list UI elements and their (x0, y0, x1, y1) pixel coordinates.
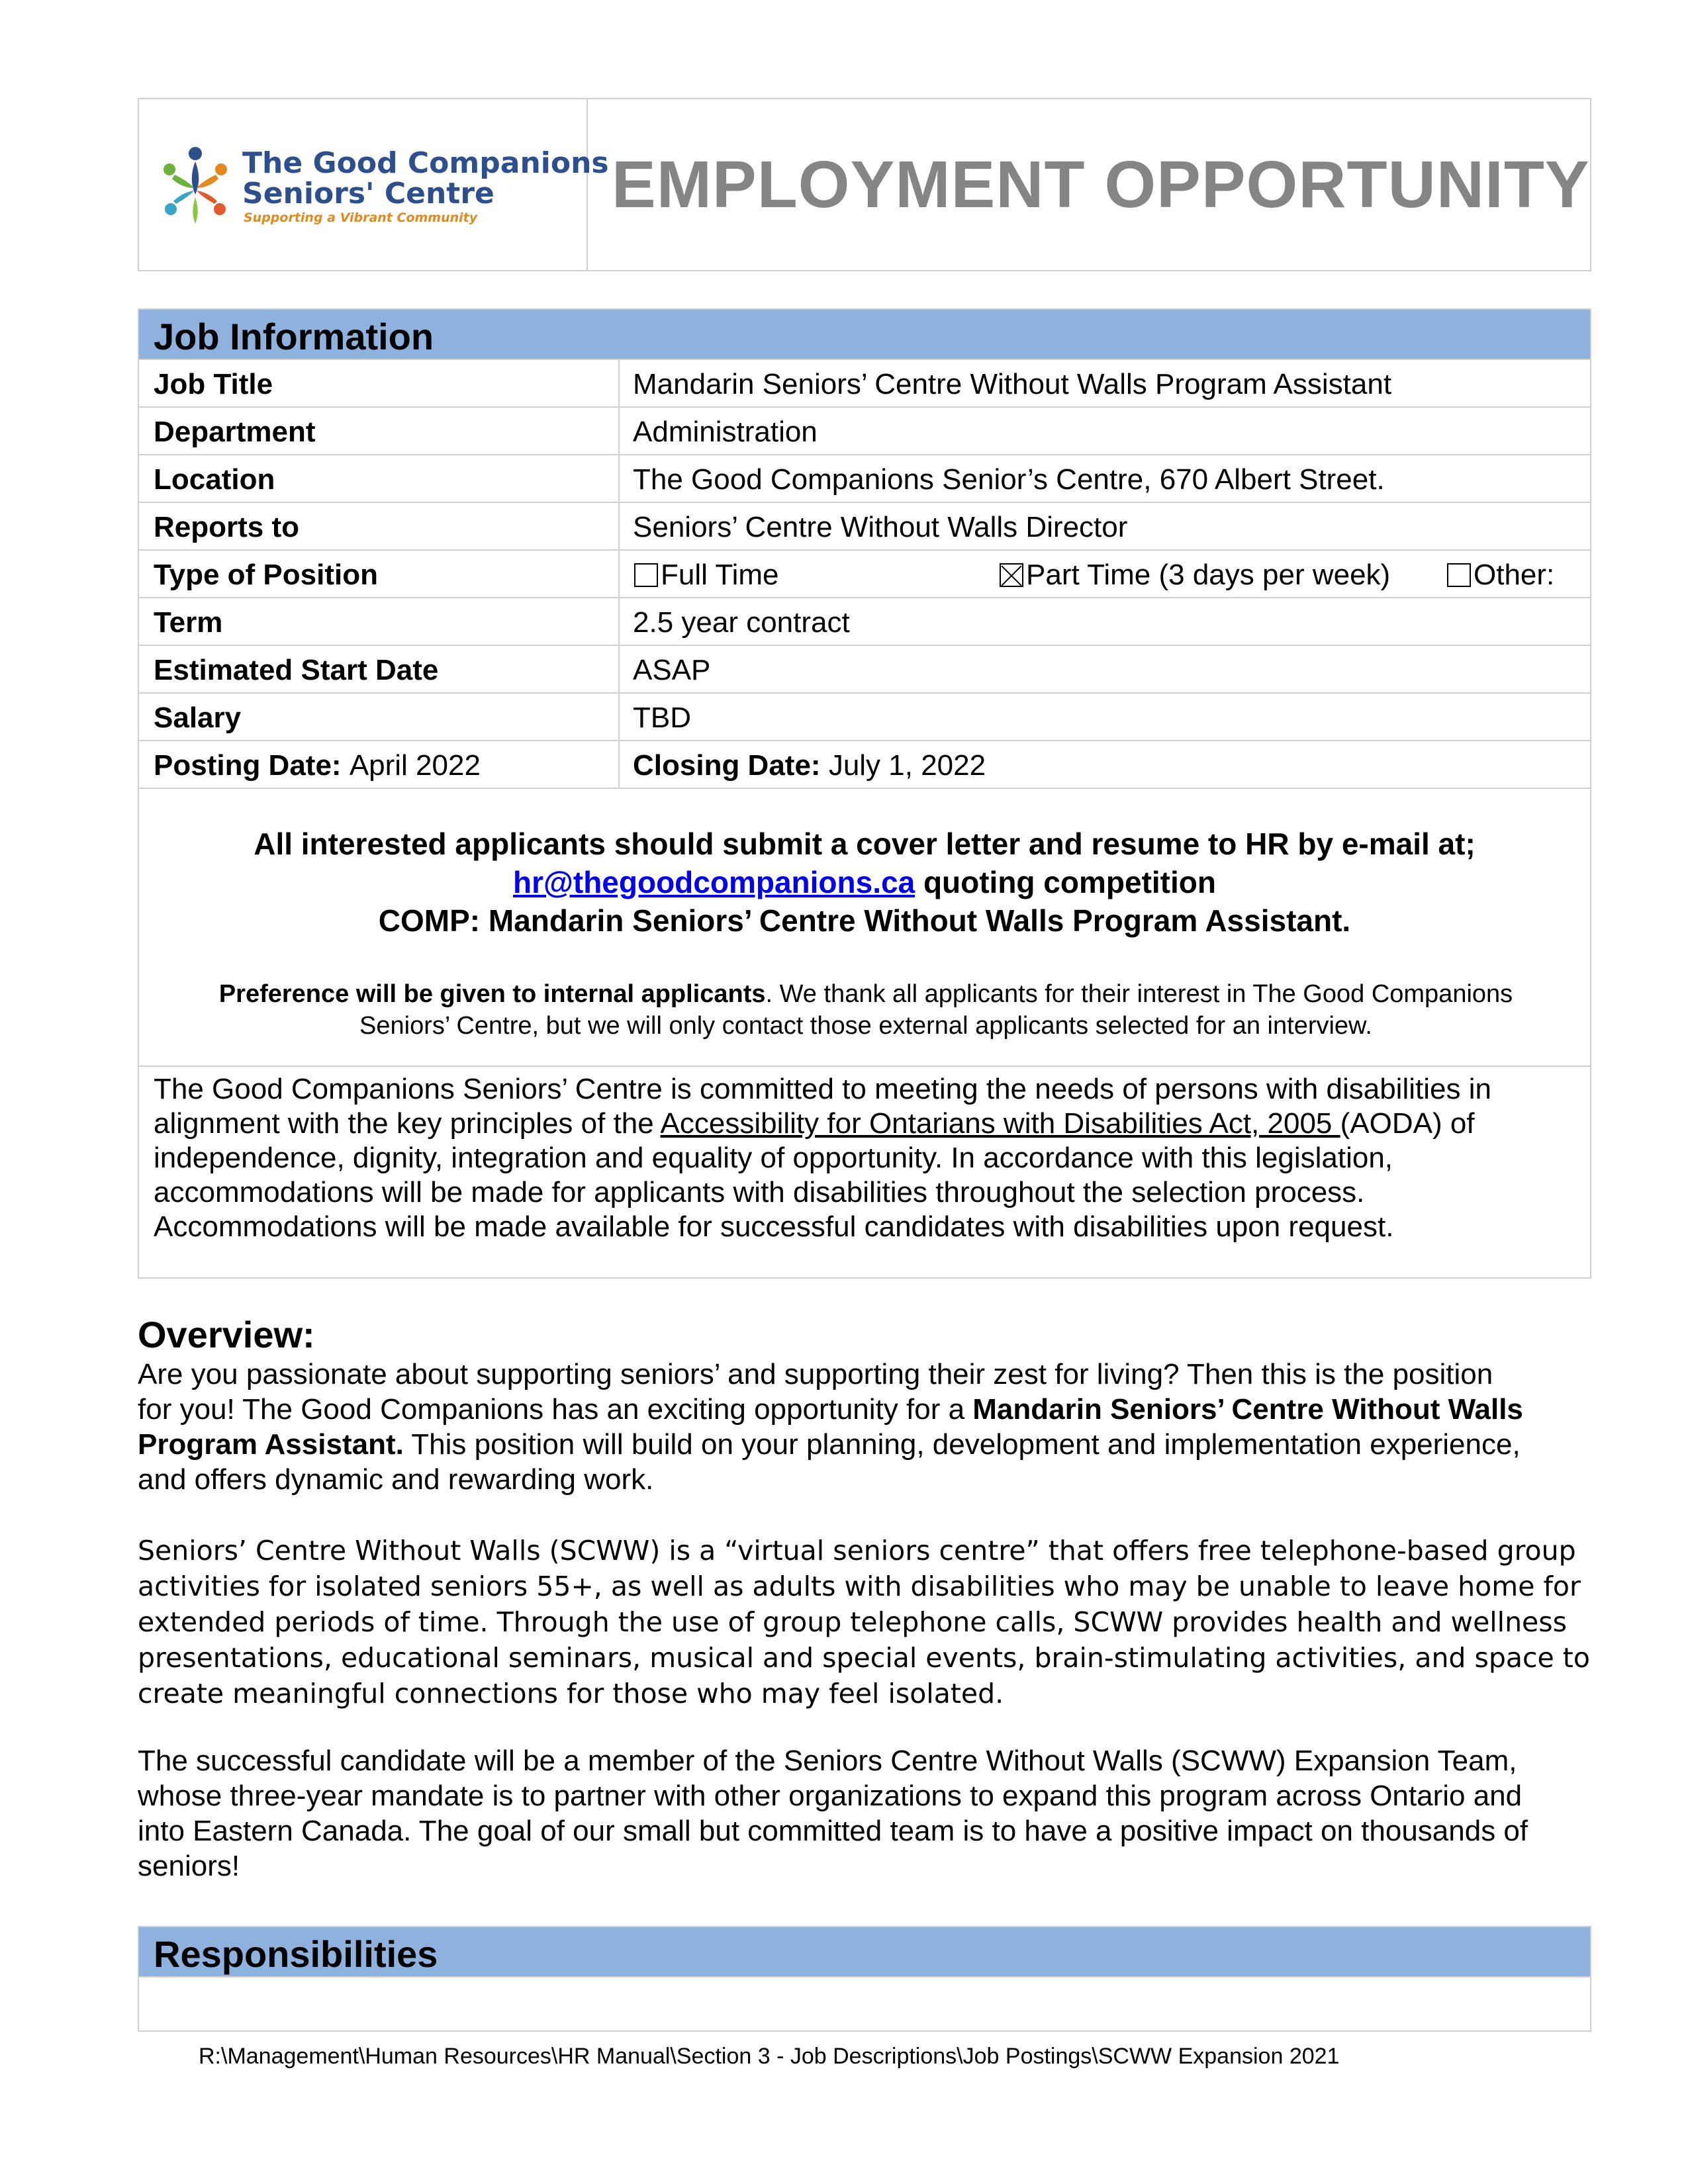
section-heading: Job Information (154, 316, 434, 357)
responsibilities-table (138, 1926, 1591, 2032)
option-other[interactable]: Other: (1447, 559, 1554, 592)
row-label: Department (154, 416, 316, 448)
accessibility-statement: The Good Companions Seniors’ Centre is committed to meeting the needs of persons with disabilities in alignment with the key principles of the Accessibility for Ontarians with Disabilities Act, 2005 (AODA) of independence, dignity, integration and equality of opportunity. In accordance with this legislation, accommodations will be made for applicants with disabilities throughout the selection process. Accommodations will be made available for successful candidates with disabilities upon request. (154, 1073, 1491, 1243)
option-full-time[interactable]: Full Time (634, 559, 778, 592)
overview-paragraph-3: The successful candidate will be a member of the Seniors Centre Without Walls (SCWW) Expansion Team, whose three-year mandate is to partner with other organizations to expand this program across Ontario and into Eastern Canada. The goal of our small but committed team is to have a positive impact on thousands of seniors! (138, 1745, 1528, 1882)
posting-date: Posting Date: April 2022 (154, 749, 481, 782)
logo-name (242, 148, 609, 209)
closing-date: Closing Date: July 1, 2022 (633, 749, 986, 782)
table-row (139, 455, 1590, 503)
checkbox-other[interactable] (1447, 563, 1471, 587)
table-row (139, 503, 1590, 551)
section-heading: Responsibilities (154, 1933, 438, 1975)
job-information-header (139, 310, 1590, 360)
footer-file-path: R:\Management\Human Resources\HR Manual\Section 3 - Job Descriptions\Job Postings\SCWW Expansion 2021 (199, 2044, 1340, 2069)
page-title: EMPLOYMENT OPPORTUNITY (612, 148, 1590, 222)
checkbox-full-time[interactable] (634, 563, 658, 587)
overview-paragraph-1: Are you passionate about supporting seniors’ and supporting their zest for living? Then this is the position for you! The Good Companions has an exciting opportunity for a Mandarin Seniors’ Centre Without Walls Program Assistant. This position will build on your planning, development and implementation experience, and offers dynamic and rewarding work. (138, 1358, 1523, 1496)
row-value: Mandarin Seniors’ Centre Without Walls Program Assistant (633, 368, 1392, 400)
overview-heading: Overview: (138, 1314, 315, 1355)
application-main-text: All interested applicants should submit a cover letter and resume to HR by e-mail at; hr@thegoodcompanions.ca quoting competition COMP: Mandarin Seniors’ Centre Without Walls Program Assistant. (254, 827, 1476, 938)
row-value: ASAP (633, 654, 711, 686)
row-label: Job Title (154, 368, 273, 400)
checkbox-part-time[interactable] (1000, 563, 1023, 587)
row-label: Estimated Start Date (154, 654, 439, 686)
application-note: Preference will be given to internal applicants. We thank all applicants for their interest in The Good Companions Seniors’ Centre, but we will only contact those external applicants selected for an interview. (218, 980, 1513, 1040)
logo-name-line1: The Good Companions (242, 146, 609, 180)
responsibilities-header (139, 1927, 1590, 1978)
table-row-position-type (139, 551, 1590, 598)
table-row (139, 408, 1590, 455)
organization-logo (156, 144, 609, 230)
table-row (139, 598, 1590, 646)
option-part-time[interactable]: Part Time (3 days per week) (1000, 559, 1390, 592)
row-label: Reports to (154, 511, 299, 543)
row-label: Term (154, 606, 223, 639)
hr-email-link[interactable]: hr@thegoodcompanions.ca (513, 865, 915, 899)
aoda-link[interactable]: Accessibility for Ontarians with Disabilities Act, 2005 (660, 1107, 1340, 1140)
row-value: 2.5 year contract (633, 606, 850, 639)
table-row-dates (139, 741, 1590, 789)
row-label: Salary (154, 702, 242, 734)
row-label: Type of Position (154, 559, 378, 591)
job-information-table (138, 308, 1591, 1279)
overview-paragraph-2: Seniors’ Centre Without Walls (SCWW) is a “virtual seniors centre” that offers free telephone-based group activities for isolated seniors 55+, as well as adults with disabilities who may be unable to leave home for extended periods of time. Through the use of group telephone calls, SCWW provides health and wellness presentations, educational seminars, musical and special events, brain-stimulating activities, and space to create meaningful connections for those who may feel isolated. (138, 1535, 1590, 1709)
logo-name-line2: Seniors' Centre (242, 177, 494, 210)
row-value: Administration (633, 416, 818, 448)
table-row (139, 360, 1590, 408)
application-instructions (139, 789, 1590, 1067)
table-row (139, 646, 1590, 694)
logo-figures-icon (156, 144, 234, 226)
row-value: TBD (633, 702, 691, 734)
row-value: Seniors’ Centre Without Walls Director (633, 511, 1128, 543)
row-value: The Good Companions Senior’s Centre, 670 Albert Street. (633, 463, 1385, 496)
row-label: Location (154, 463, 275, 496)
table-row (139, 694, 1590, 741)
logo-tagline: Supporting a Vibrant Community (244, 210, 478, 225)
